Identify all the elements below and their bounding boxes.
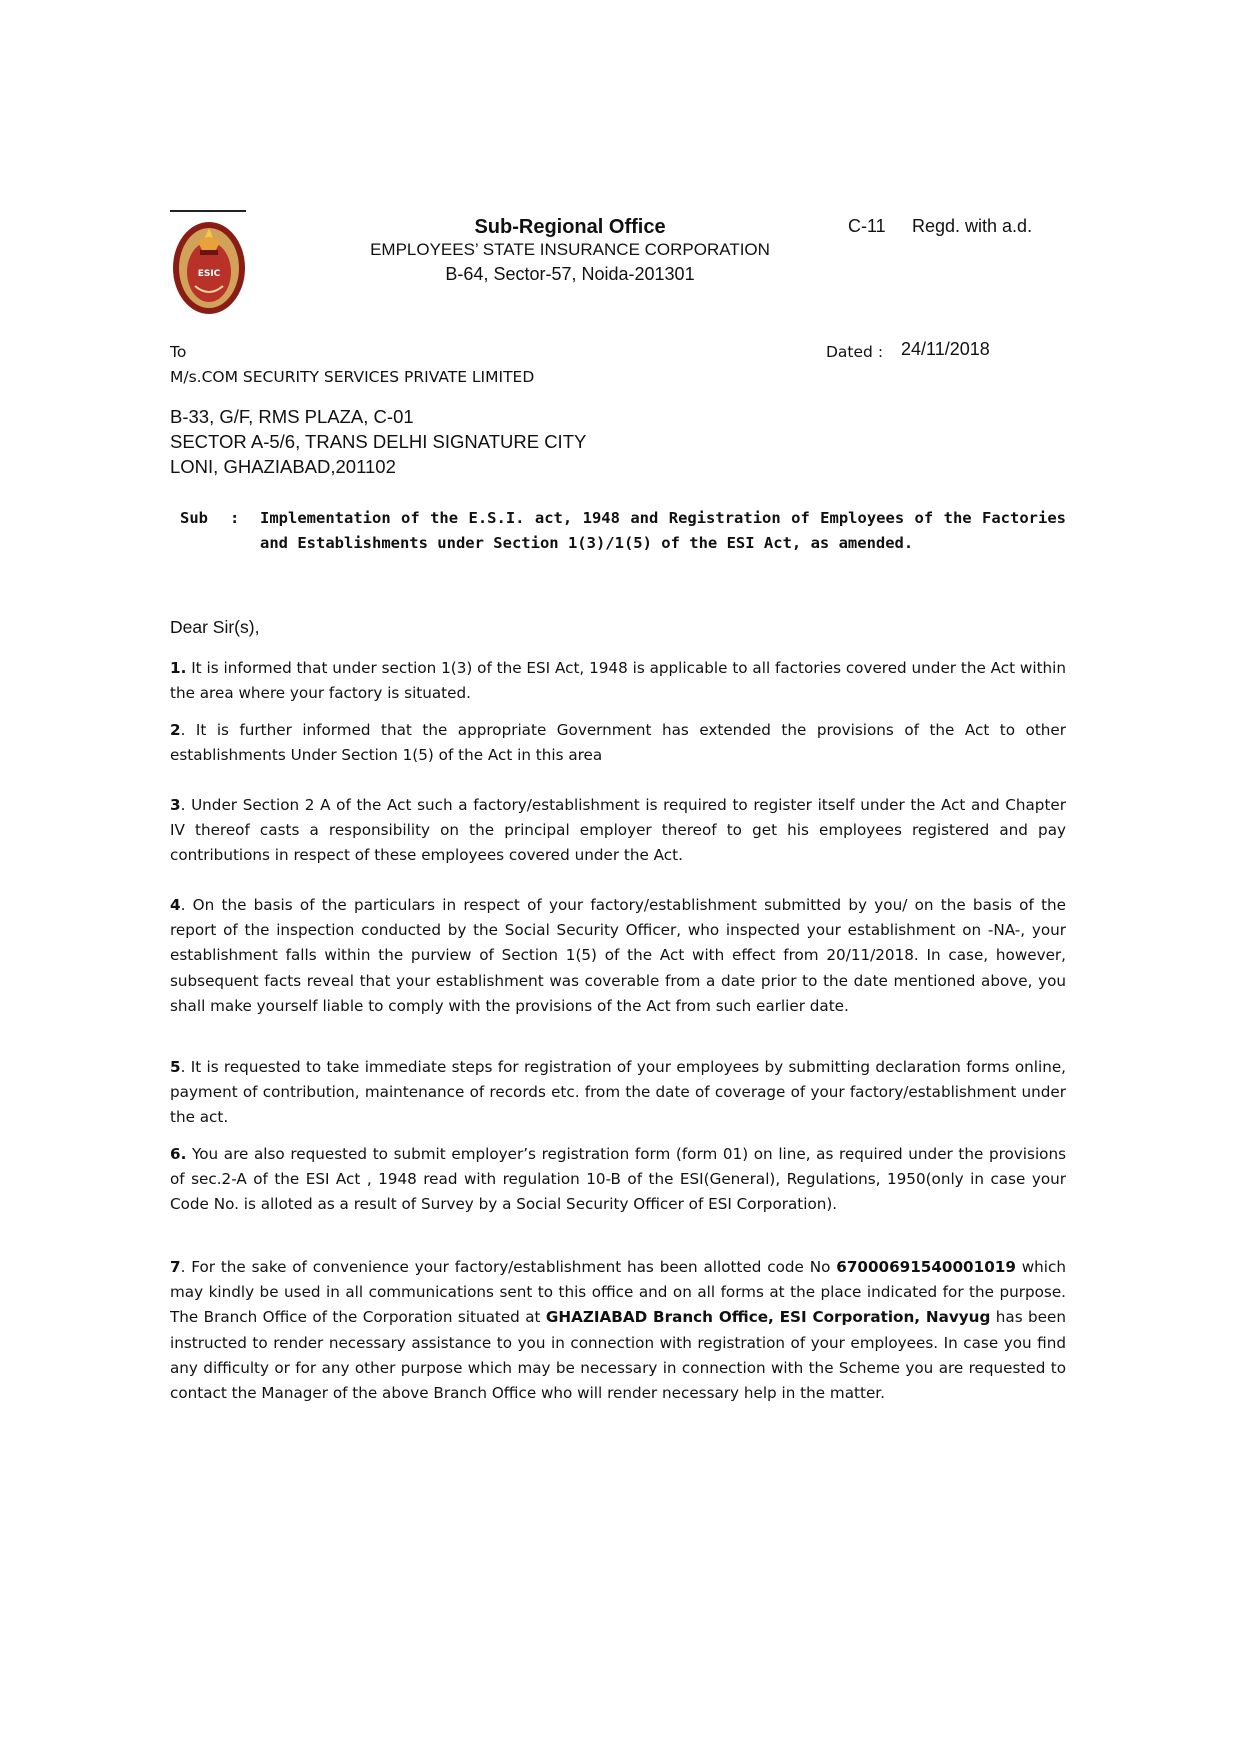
to-label: To (170, 343, 187, 361)
subject-block (170, 506, 1066, 556)
dated-label: Dated : (826, 343, 884, 361)
employer-code-number: 67000691540001019 (836, 1258, 1016, 1276)
subject-colon: : (230, 509, 240, 527)
form-code: C-11 (848, 216, 886, 236)
office-address: B-64, Sector-57, Noida-201301 (445, 264, 695, 284)
address-line: LONI, GHAZIABAD,201102 (170, 456, 396, 477)
subject-text: Implementation of the E.S.I. act, 1948 and Registration of Employees of the Factories and Establishments under Section 1(3)/1(5) of the ESI Act, as amended. (260, 509, 1066, 552)
paragraph-number: 1. (170, 659, 187, 677)
paragraph-number: 7 (170, 1258, 181, 1276)
paragraph-5 (170, 1055, 1066, 1131)
dated-value: 24/11/2018 (901, 339, 990, 359)
esic-emblem-icon (170, 216, 248, 316)
branch-office-name: GHAZIABAD Branch Office, ESI Corporation, Navyug (545, 1308, 991, 1327)
addressee-address (170, 404, 586, 479)
paragraph-text: . It is requested to take immediate steps for registration of your employees by submitting declaration forms online, payment of contribution, maintenance of records etc. from the date of coverage of your factory/establishment under the act. (170, 1058, 1066, 1127)
logo-text: ESIC (197, 269, 221, 279)
address-line: B-33, G/F, RMS PLAZA, C-01 (170, 406, 414, 427)
paragraph-text: . For the sake of convenience your factory/establishment has been allotted code No (180, 1258, 837, 1276)
paragraph-text: It is informed that under section 1(3) of the ESI Act, 1948 is applicable to all factories covered under the Act within the area where your factory is situated. (170, 659, 1066, 703)
salutation: Dear Sir(s), (170, 617, 260, 637)
organization-name: EMPLOYEES’ STATE INSURANCE CORPORATION (370, 240, 770, 259)
logo-rule (170, 210, 246, 212)
paragraph-number: 3 (170, 796, 181, 814)
subject-label: Sub (180, 509, 208, 527)
paragraph-7 (170, 1255, 1066, 1406)
delivery-mode: Regd. with a.d. (912, 216, 1033, 236)
paragraph-1 (170, 656, 1066, 706)
paragraph-text: . Under Section 2 A of the Act such a factory/establishment is required to register itself under the Act and Chapter IV thereof casts a responsibility on the principal employer thereof to get his employees registered and pay contributions in respect of these employees covered under the Act. (170, 796, 1066, 865)
paragraph-number: 2 (170, 721, 181, 739)
address-line: SECTOR A-5/6, TRANS DELHI SIGNATURE CITY (170, 431, 587, 452)
paragraph-text: . On the basis of the particulars in respect of your factory/establishment submitted by you/ on the basis of the report of the inspection conducted by the Social Security Officer, who inspected your establishment on -NA-, your establishment falls within the purview of Section 1(5) of the Act with effect from 20/11/2018. In case, however, subsequent facts reveal that your establishment was coverable from a date prior to the date mentioned above, you shall make yourself liable to comply with the provisions of the Act from such earlier date. (170, 896, 1066, 1015)
paragraph-number: 4 (170, 896, 181, 914)
office-title: Sub-Regional Office (474, 216, 666, 238)
paragraph-number: 6. (170, 1145, 187, 1163)
paragraph-text: You are also requested to submit employer’s registration form (form 01) on line, as required under the provisions of sec.2-A of the ESI Act , 1948 read with regulation 10-B of the ESI(General), Regulations, 1950(only in case your Code No. is alloted as a result of Survey by a Social Security Officer of ESI Corporation). (170, 1145, 1066, 1214)
paragraph-3 (170, 793, 1066, 869)
paragraph-4 (170, 893, 1066, 1019)
paragraph-text: has been instructed to render necessary assistance to you in connection with registration of your employees. In case you find any difficulty or for any other purpose which may be necessary in connection with the Scheme you are requested to contact the Manager of the above Branch Office who will render necessary help in the matter. (170, 1308, 1066, 1403)
addressee-name: M/s.COM SECURITY SERVICES PRIVATE LIMITED (170, 368, 535, 386)
paragraph-6 (170, 1142, 1066, 1218)
paragraph-2 (170, 718, 1066, 768)
paragraph-text: which may kindly be used in all communications sent to this office and on all forms at the place indicated for the purpose. The Branch Office of the Corporation situated at (170, 1258, 1066, 1327)
paragraph-number: 5 (170, 1058, 181, 1076)
paragraph-text: . It is further informed that the appropriate Government has extended the provisions of the Act to other establishments Under Section 1(5) of the Act in this area (170, 721, 1066, 765)
